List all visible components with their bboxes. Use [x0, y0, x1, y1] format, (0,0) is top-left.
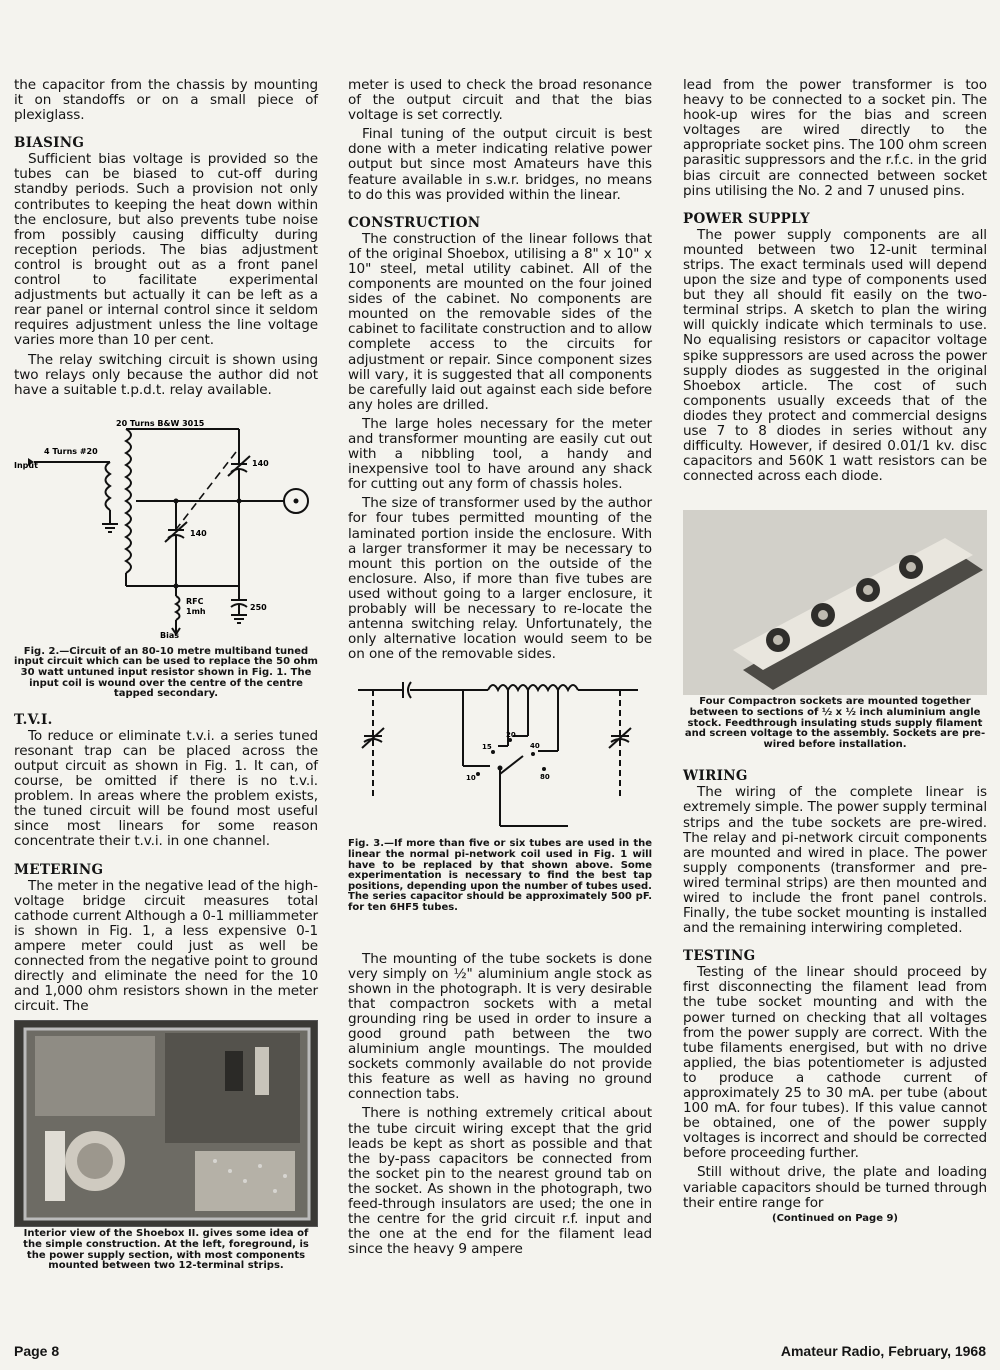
sockets-photo [683, 510, 987, 695]
page-number: Page 8 [14, 1343, 60, 1359]
heading-metering: METERING [14, 861, 104, 878]
tap-40: 40 [530, 742, 540, 751]
label-140-top: 140 [252, 458, 269, 468]
sockets-photo-image [683, 510, 987, 695]
circuit-diagram-fig3 [348, 676, 652, 831]
magazine-footer: Amateur Radio, February, 1968 [780, 1343, 986, 1359]
paragraph: Final tuning of the output circuit is best done with a meter indicating relative power output but since most Amateurs have this feature available in s.w.r. bridges, no means to do this was provided within the linear. [348, 126, 652, 203]
tap-20: 20 [506, 731, 516, 740]
sockets-photo-caption: Four Compactron sockets are mounted together between to sections of ½ x ½ inch aluminium angle stock. Feedthrough insulating studs supply filament and screen voltage to the assembly. Sockets are pre-wired before installation. [684, 696, 986, 750]
figure-2-circuit [14, 404, 318, 643]
paragraph: The large holes necessary for the meter and transformer mounting are easily cut out with a nibbling tool, a handy and inexpensive tool to have around any shack for cutting out any form of chassis holes. [348, 415, 652, 493]
heading-construction: CONSTRUCTION [348, 214, 481, 231]
label-1mh: 1mh [186, 606, 206, 616]
label-250: 250 [250, 602, 267, 612]
paragraph: The construction of the linear follows that of the original Shoebox, utilising a 8" x 10" x 10" steel, metal utility cabinet. All of the components are mounted on the four joined sides of the cabinet. No components are mounted on the removable sides of the cabinet to facilitate construction and to allow complete access to the circuits for adjustment or repair. Since component sizes will vary, it is suggested that all components be carefully laid out against each side before any holes are drilled. [348, 230, 652, 413]
paragraph: The meter in the negative lead of the high-voltage bridge circuit measures total cathode current Although a 0-1 milliammeter is shown in Fig. 1, a less expensive 0-1 ampere meter could just as well be connected from the negative point to ground directly and eliminate the need for the 10 and 1,000 ohm resistors shown in the meter circuit. The [14, 877, 318, 1015]
interior-photo-caption: Interior view of the Shoebox II. gives some idea of the simple construction. At the left, foreground, is the power supply section, with most components mounted between two 12-terminal strips. [23, 1228, 309, 1272]
paragraph: Sufficient bias voltage is provided so the tubes can be biased to cut-off during standby periods. Such a provision not only contributes to keeping the heat down within the enclosure, but also prevents tube noise from possibly causing difficulty during reception periods. The bias adjustment control is brought out as a front panel control to facilitate experimental adjustments but actually it can be left as a rear panel or internal control since it seldom requires adjustment unless the line voltage varies more than 10 per cent. [14, 151, 318, 349]
paragraph: The mounting of the tube sockets is done very simply on ½" aluminium angle stock as shown in the photograph. It is very desirable that compactron sockets with a metal grounding ring be used in order to insure a good ground path between the two aluminium angle mountings. The moulded sockets commonly available do not provide this feature as well as having no ground connection tabs. [348, 950, 652, 1103]
label-turns20: 20 Turns B&W 3015 [116, 418, 205, 428]
circuit-diagram-fig2 [14, 404, 318, 639]
paragraph: There is nothing extremely critical about the tube circuit wiring except that the grid leads be kept as short as possible and that the by-pass capacitors be connected from the socket pin to the nearest ground tab on the socket. As shown in the photograph, two feed-through insulators are used; the one in the centre for the grid circuit r.f. input and the one at the end for the filament lead since the heavy 9 ampere [348, 1105, 652, 1258]
paragraph: meter is used to check the broad resonance of the output circuit and that the bias voltage is set correctly. [348, 77, 652, 124]
label-turns4: 4 Turns #20 [44, 446, 98, 456]
paragraph: Testing of the linear should proceed by first disconnecting the filament lead from the tube socket mounting and with the power turned on checking that all voltages from the power supply are correct. With the tube filaments energised, but with no drive applied, the bias potentiometer is adjusted to produce a cathode current of approximately 25 to 30 mA. per tube (about 100 mA. for four tubes). If this value cannot be obtained, one of the power supply voltages is incorrect and should be corrected before proceeding further. [683, 964, 987, 1162]
paragraph: The power supply components are all mounted between two 12-unit terminal strips. The exact terminals used will depend upon the size and type of components used but they all should fit easily on the two-terminal strips. A sketch to plan the wiring will quickly indicate which terminals to use. No equalising resistors or capacitor voltage spike suppressors are used across the power supply diodes as suggested in the original Shoebox article. The cost of such components usually exceeds that of the diodes they protect and commercial designs use 7 to 8 diodes in series without any difficulty. However, if desired 0.01/1 kv. disc capacitors and 560K 1 watt resistors can be connected across each diode. [683, 226, 987, 485]
continued-note: (Continued on Page 9) [772, 1212, 898, 1224]
tap-10: 10 [466, 774, 476, 783]
label-input: Input [14, 460, 38, 470]
column-1 [14, 78, 318, 1278]
paragraph: The wiring of the complete linear is extremely simple. The power supply terminal strips and the tube sockets are pre-wired. The relay and pi-network circuit components are mounted and wired in place. The power supply components (transformer and pre-wired terminal strips) are then mounted and wired to include the front panel controls. Finally, the tube socket mounting is installed and the remaining interwiring completed. [683, 784, 987, 937]
tap-80: 80 [540, 773, 550, 782]
heading-testing: TESTING [683, 948, 756, 965]
figure-3-pi-network [348, 676, 652, 835]
label-140-bottom: 140 [190, 528, 207, 538]
column-3 [683, 78, 987, 1224]
interior-photo [14, 1020, 318, 1227]
paragraph: the capacitor from the chassis by mounting it on standoffs or on a small piece of plexiglass. [14, 77, 318, 124]
label-bias: Bias [160, 630, 179, 639]
heading-wiring: WIRING [683, 768, 748, 785]
paragraph: To reduce or eliminate t.v.i. a series tuned resonant trap can be placed across the output circuit as shown in Fig. 1. It can, of course, be omitted if there is no t.v.i. problem. In areas where the problem exists, the tuned circuit will be found most useful since most linears for some reason concentrate their t.v.i. in one channel. [14, 727, 318, 850]
column-2 [348, 78, 652, 1261]
paragraph: The size of transformer used by the author for four tubes permitted mounting of the laminated portion inside the enclosure. With a larger transformer it may be necessary to mount this portion on the outside of the enclosure. Also, if more than five tubes are used without going to a larger enclosure, it probably will be necessary to re-locate the antenna switching relay. Unfortunately, the only alternative location would seem to be on one of the removable sides. [348, 495, 652, 663]
heading-power-supply: POWER SUPPLY [683, 210, 810, 227]
heading-tvi: T.V.I. [14, 711, 53, 728]
paragraph: The relay switching circuit is shown using two relays only because the author did not have a suitable t.p.d.t. relay available. [14, 351, 318, 398]
label-rfc: RFC [186, 596, 204, 606]
interior-photo-image [15, 1021, 318, 1226]
figure-3-caption: Fig. 3.—If more than five or six tubes are used in the linear the normal pi-network coil used in Fig. 1 will have to be replaced by that shown above. Some experimentation is necessary to find the best tap positions, depending upon the number of tubes used. The series capacitor should be approximately 500 pF. for ten 6HF5 tubes. [348, 838, 652, 913]
tap-15: 15 [482, 743, 492, 752]
heading-biasing: BIASING [14, 135, 85, 152]
figure-2-caption: Fig. 2.—Circuit of an 80-10 metre multiband tuned input circuit which can be used to replace the 50 ohm 30 watt untuned input resistor shown in Fig. 1. The input coil is wound over the centre of the centre tapped secondary. [14, 645, 318, 700]
paragraph: lead from the power transformer is too heavy to be connected to a socket pin. The hook-up wires for the bias and screen voltages are wired directly to the appropriate socket pins. The 100 ohm screen parasitic suppressors and the r.f.c. in the grid bias circuit are connected between socket pins utilising the No. 2 and 7 unused pins. [683, 77, 987, 199]
paragraph: Still without drive, the plate and loading variable capacitors should be turned through their entire range for [683, 1164, 987, 1211]
